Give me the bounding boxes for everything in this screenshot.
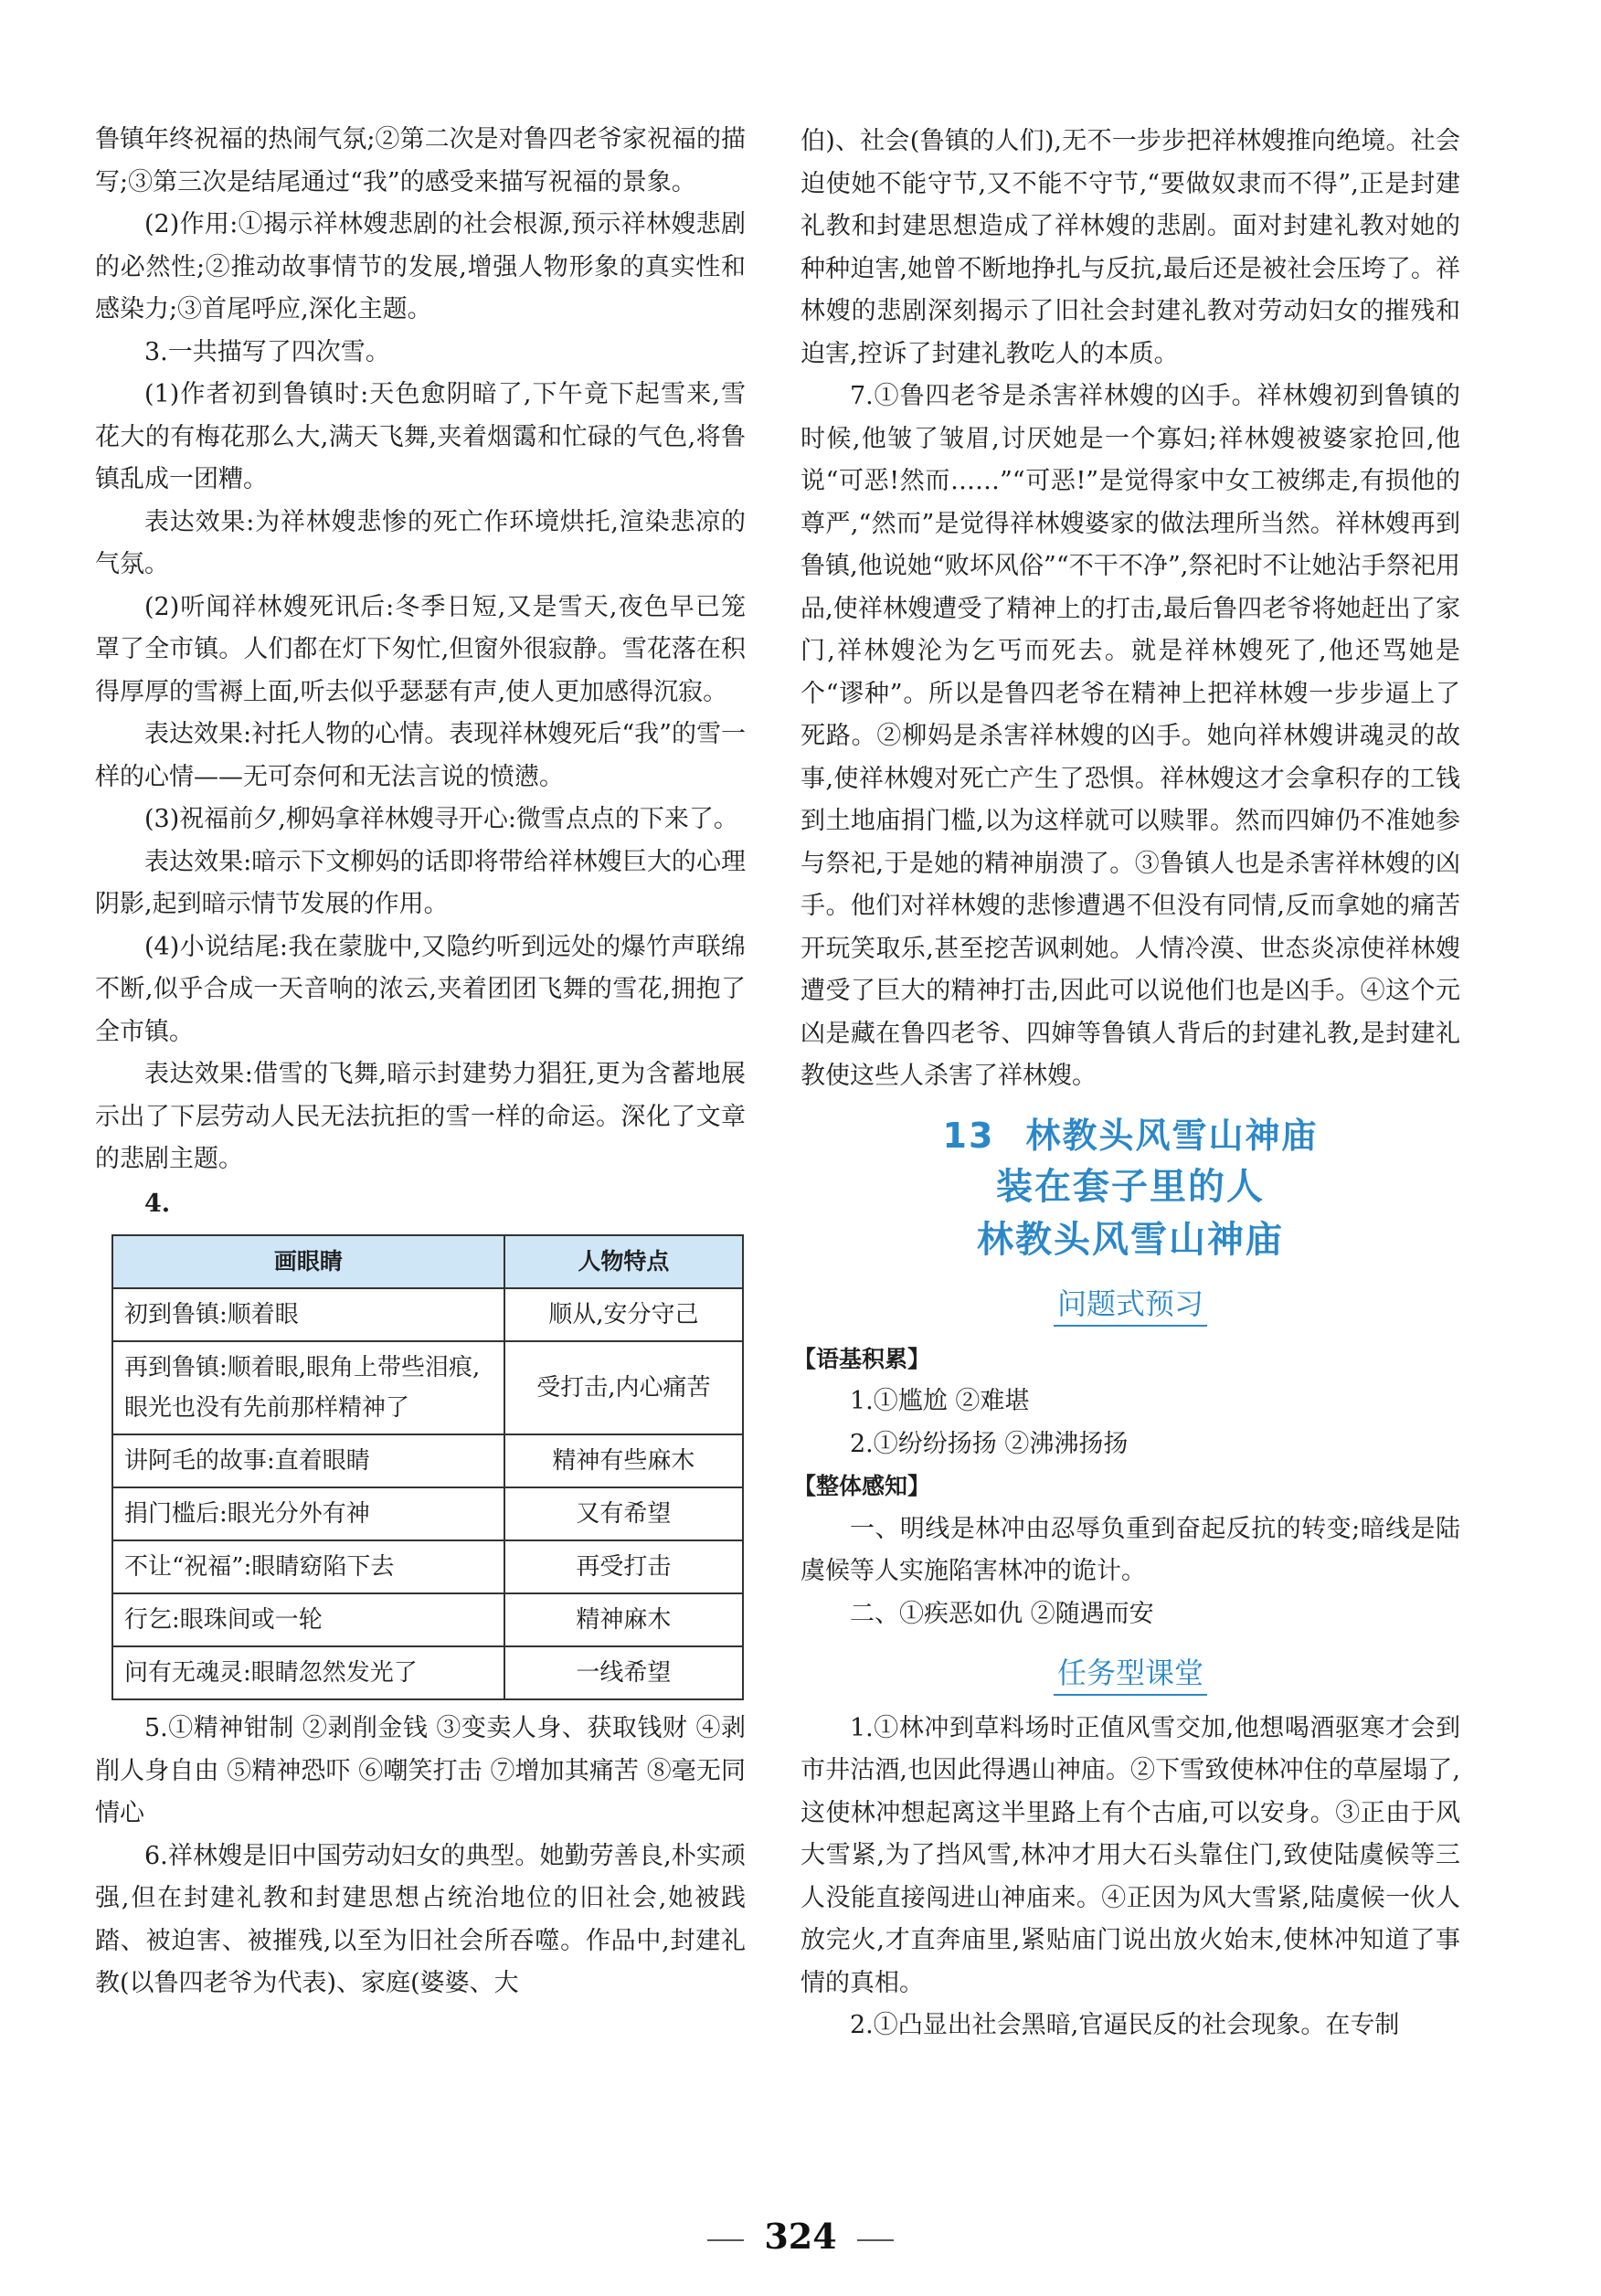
table-cell: 受打击,内心痛苦 (504, 1341, 743, 1434)
table-row (112, 1288, 743, 1341)
answer: 一、明线是林冲由忍辱负重到奋起反抗的转变;暗线是陆虞候等人实施陷害林冲的诡计。 (800, 1514, 1460, 1585)
table-header: 人物特点 (504, 1235, 743, 1288)
table-cell: 再到鲁镇:顺着眼,眼角上带些泪痕,眼光也没有先前那样精神了 (112, 1341, 504, 1434)
eye-trait-table (111, 1234, 744, 1700)
chapter-title: 林教头风雪山神庙 (1025, 1115, 1319, 1156)
footer-dash (707, 2239, 744, 2241)
page-number: 324 (764, 2216, 837, 2257)
answer: 1.①尴尬 ②难堪 (850, 1387, 1030, 1415)
paragraph: (3)祝福前夕,柳妈拿祥林嫂寻开心:微雪点点的下来了。 (144, 805, 738, 833)
paragraph: 伯)、社会(鲁镇的人们),无不一步步把祥林嫂推向绝境。社会迫使她不能守节,又不能不守节,“要做奴隶而不得”,正是封建礼教和封建思想造成了祥林嫂的悲剧。面对封建礼教对她的种种迫害,她曾不断地挣扎与反抗,最后还是被社会压垮了。祥林嫂的悲剧深刻揭示了旧社会封建礼教对劳动妇女的摧残和迫害,控诉了封建礼教吃人的本质。 (800, 127, 1460, 368)
section-heading-text: 任务型课堂 (1054, 1656, 1207, 1696)
tag-overall-perception: 【整体感知】 (793, 1473, 931, 1499)
paragraph: 表达效果:借雪的飞舞,暗示封建势力猖狂,更为含蓄地展示出了下层劳动人民无法抗拒的雪一样的命运。深化了文章的悲剧主题。 (95, 1060, 746, 1173)
table-row (112, 1593, 743, 1646)
lesson-title-1: 装在套子里的人 (996, 1166, 1265, 1208)
section-heading-text: 问题式预习 (1054, 1286, 1207, 1327)
table-cell: 精神有些麻木 (504, 1434, 743, 1487)
table-row (112, 1646, 743, 1699)
table-cell: 又有希望 (504, 1487, 743, 1540)
table-row (112, 1341, 743, 1434)
table-cell: 捐门槛后:眼光分外有神 (112, 1487, 504, 1540)
question-7: 7.①鲁四老爷是杀害祥林嫂的凶手。祥林嫂初到鲁镇的时候,他皱了皱眉,讨厌她是一个寡妇;祥林嫂被婆家抢回,他说“可恶!然而……”“可恶!”是觉得家中女工被绑走,有损他的尊严,“然而”是觉得祥林嫂婆家的做法理所当然。祥林嫂再到鲁镇,他说她“败坏风俗”“不干不净”,祭祀时不让她沾手祭祀用品,使祥林嫂遭受了精神上的打击,最后鲁四老爷将她赶出了家门,祥林嫂沦为乞丐而死去。就是祥林嫂死了,他还骂她是个“谬种”。所以是鲁四老爷在精神上把祥林嫂一步步逼上了死路。②柳妈是杀害祥林嫂的凶手。她向祥林嫂讲魂灵的故事,使祥林嫂对死亡产生了恐惧。祥林嫂这才会拿积存的工钱到土地庙捐门槛,以为这样就可以赎罪。然而四婶仍不准她参与祭祀,于是她的精神崩溃了。③鲁镇人也是杀害祥林嫂的凶手。他们对祥林嫂的悲惨遭遇不但没有同情,反而拿她的痛苦开玩笑取乐,甚至挖苦讽刺她。人情冷漠、世态炎凉使祥林嫂遭受了巨大的精神打击,因此可以说他们也是凶手。④这个元凶是藏在鲁四老爷、四婶等鲁镇人背后的封建礼教,是封建礼教使这些人杀害了祥林嫂。 (800, 382, 1460, 1090)
paragraph: (2)听闻祥林嫂死讯后:冬季日短,又是雪天,夜色早已笼罩了全市镇。人们都在灯下匆忙,但窗外很寂静。雪花落在积得厚厚的雪褥上面,听去似乎瑟瑟有声,使人更加感得沉寂。 (95, 592, 746, 706)
table-cell: 讲阿毛的故事:直着眼睛 (112, 1434, 504, 1487)
table-cell: 初到鲁镇:顺着眼 (112, 1288, 504, 1341)
paragraph: 表达效果:为祥林嫂悲惨的死亡作环境烘托,渲染悲凉的气氛。 (95, 507, 746, 578)
answer: 二、①疾恶如仇 ②随遇而安 (850, 1599, 1154, 1628)
answer: 2.①纷纷扬扬 ②沸沸扬扬 (850, 1429, 1129, 1458)
table-cell: 不让“祝福”:眼睛窈陷下去 (112, 1540, 504, 1593)
right-column (793, 121, 1460, 2047)
footer-dash (857, 2239, 894, 2241)
paragraph: (4)小说结尾:我在蒙胧中,又隐约听到远处的爆竹声联绵不断,似乎合成一天音响的浓云,夹着团团飞舞的雪花,拥抱了全市镇。 (95, 932, 746, 1046)
table-cell: 问有无魂灵:眼睛忽然发光了 (112, 1646, 504, 1699)
chapter-heading (800, 1115, 1460, 1158)
table-cell: 一线希望 (504, 1646, 743, 1699)
question-4: 4. (144, 1189, 171, 1218)
table-cell: 精神麻木 (504, 1593, 743, 1646)
answer: 1.①林冲到草料场时正值风雪交加,他想喝酒驱寒才会到市井沽酒,也因此得遇山神庙。②下雪致使林冲住的草屋塌了,这使林冲想起离这半里路上有个古庙,可以安身。③正由于风大雪紧,为了挡风雪,林冲才用大石头靠住门,致使陆虞候等三人没能直接闯进山神庙来。④正因为风大雪紧,陆虞候一伙人放完火,才直奔庙里,紧贴庙门说出放火始末,使林冲知道了事情的真相。 (800, 1713, 1460, 1997)
question-5: 5.①精神钳制 ②剥削金钱 ③变卖人身、获取钱财 ④剥削人身自由 ⑤精神恐吓 ⑥嘲笑打击 ⑦增加其痛苦 ⑧毫无同情心 (95, 1714, 746, 1827)
table-cell: 顺从,安分守己 (504, 1288, 743, 1341)
paragraph: (2)作用:①揭示祥林嫂悲剧的社会根源,预示祥林嫂悲剧的必然性;②推动故事情节的发展,增强人物形象的真实性和感染力;③首尾呼应,深化主题。 (95, 210, 746, 323)
paragraph: (1)作者初到鲁镇时:天色愈阴暗了,下午竟下起雪来,雪花大的有梅花那么大,满天飞舞,夹着烟霭和忙碌的气色,将鲁镇乱成一团糟。 (95, 380, 746, 493)
question-3: 3.一共描写了四次雪。 (144, 337, 390, 366)
section-heading-preview (800, 1283, 1460, 1326)
section-heading-classroom (800, 1652, 1460, 1695)
chapter-number: 13 (942, 1115, 995, 1156)
paragraph: 表达效果:暗示下文柳妈的话即将带给祥林嫂巨大的心理阴影,起到暗示情节发展的作用。 (95, 847, 746, 918)
tag-basic-knowledge: 【语基积累】 (793, 1345, 931, 1372)
paragraph: 鲁镇年终祝福的热闹气氛;②第二次是对鲁四老爷家祝福的描写;③第三次是结尾通过“我”的感受来描写祝福的景象。 (95, 125, 746, 196)
left-column (95, 119, 746, 2005)
answer: 2.①凸显出社会黑暗,官逼民反的社会现象。在专制 (850, 2011, 1400, 2039)
table-row (112, 1434, 743, 1487)
table-cell: 再受打击 (504, 1540, 743, 1593)
table-header: 画眼睛 (112, 1235, 504, 1288)
question-6: 6.祥林嫂是旧中国劳动妇女的典型。她勤劳善良,朴实顽强,但在封建礼教和封建思想占统治地位的旧社会,她被践踏、被迫害、被摧残,以至为旧社会所吞噬。作品中,封建礼教(以鲁四老爷为代表)、家庭(婆婆、大 (95, 1841, 746, 1997)
table-cell: 行乞:眼珠间或一轮 (112, 1593, 504, 1646)
page-footer (0, 2216, 1601, 2257)
table-row (112, 1487, 743, 1540)
paragraph: 表达效果:衬托人物的心情。表现祥林嫂死后“我”的雪一样的心情——无可奈何和无法言说的愤懑。 (95, 720, 746, 791)
table-header-row (112, 1235, 743, 1288)
table-row (112, 1540, 743, 1593)
lesson-title-2: 林教头风雪山神庙 (977, 1219, 1284, 1261)
